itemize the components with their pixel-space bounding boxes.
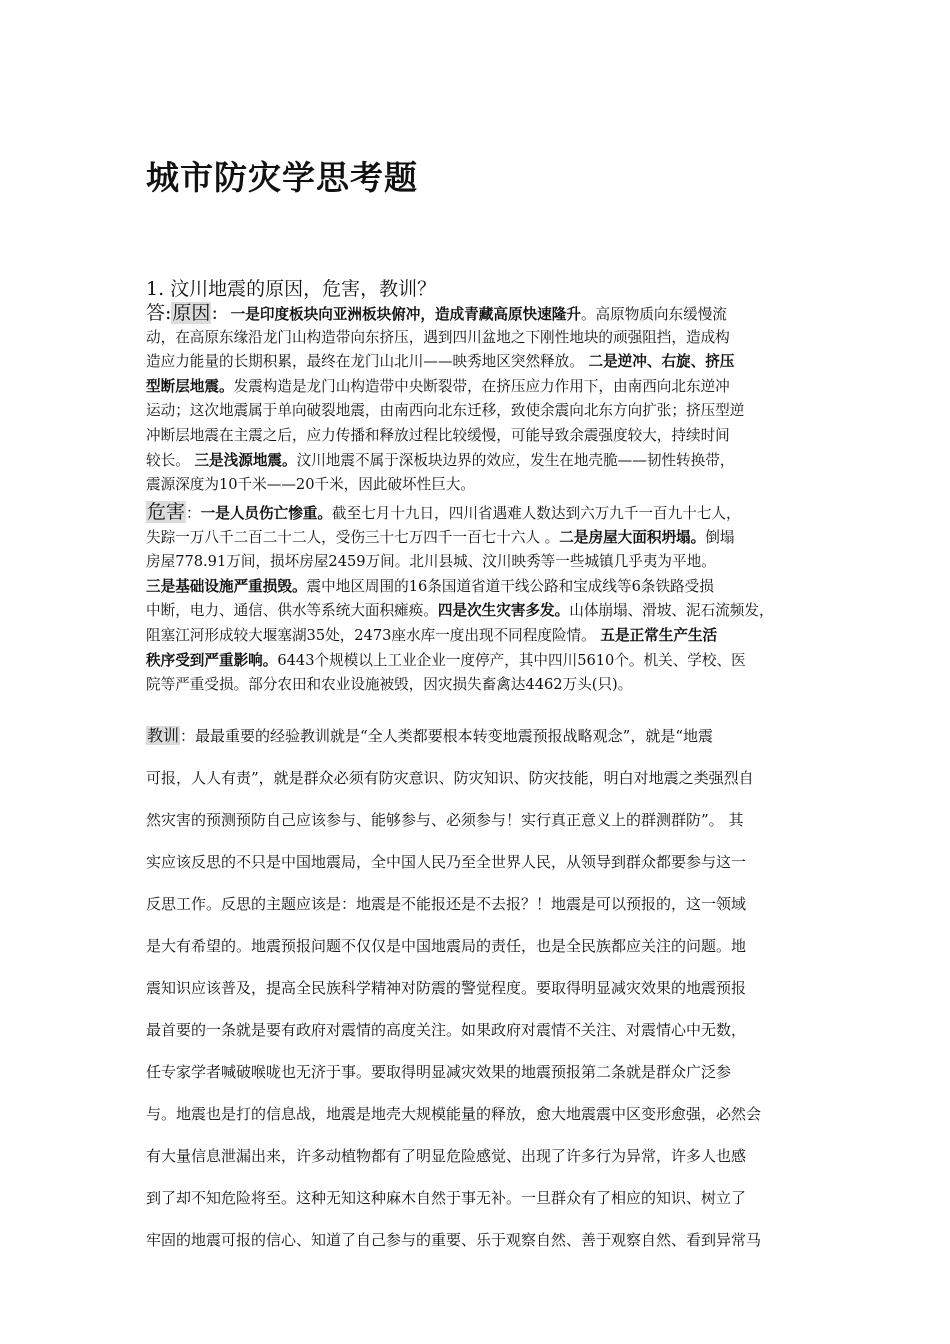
harm-line	[146, 526, 814, 551]
harm-line	[146, 599, 814, 624]
harm-text: 6443个规模以上工业企业一度停产，其中四川5610个。机关、学校、医	[277, 651, 746, 669]
harm-text-bold: 五是正常生产生活	[600, 626, 718, 644]
harm-line	[146, 624, 814, 649]
cause-text-bold: 一是印度板块向亚洲板块俯冲，造成青藏高原快速隆升	[230, 306, 581, 323]
harm-text-bold: 一是人员伤亡惨重。	[200, 505, 332, 522]
cause-line	[146, 375, 814, 400]
harm-text-bold: 四是次生灾害多发。	[437, 602, 570, 620]
question-heading: 1. 汶川地震的原因，危害，教训？	[146, 278, 437, 300]
harm-line	[146, 575, 814, 600]
harm-text-bold: 秩序受到严重影响。	[146, 651, 278, 669]
harm-text-bold: 二是房屋大面积坍塌。	[559, 528, 706, 546]
harm-text-bold: 三是基础设施严重损毁。	[146, 577, 307, 595]
lesson-line: 牢固的地震可报的信心、知道了自己参与的重要、乐于观察自然、善于观察自然、看到异常马	[146, 1231, 762, 1249]
harm-text: ：	[186, 505, 201, 522]
cause-text: 发震构造是龙门山构造带中央断裂带，在挤压应力作用下，由南西向北东逆冲	[233, 377, 730, 395]
harm-label: 危害	[147, 501, 186, 523]
cause-text: 。高原物质向东缓慢流	[580, 306, 727, 323]
cause-text: 动，在高原东缘沿龙门山构造带向东挤压，遇到四川盆地之下刚性地块的顽强阻挡，造成构	[146, 328, 730, 346]
harm-text: 失踪一万八千二百二十二人，受伤三十七万四千一百七十六人 。	[146, 528, 560, 546]
lesson-text: ：最最重要的经验教训就是“全人类都要根本转变地震预报战略观念”，就是“地震	[180, 727, 714, 745]
cause-text: 造应力能量的长期积累，最终在龙门山北川——映秀地区突然释放。	[146, 353, 584, 371]
cause-line	[146, 350, 814, 375]
harm-text: 山体崩塌、滑坡、泥石流频发，	[569, 602, 774, 620]
cause-label-colon: ：	[211, 306, 227, 323]
lesson-line	[146, 715, 814, 757]
lesson-line: 到了却不知危险将至。这种无知这种麻木自然于事无补。一旦群众有了相应的知识、树立了	[146, 1189, 747, 1207]
lesson-line: 震知识应该普及，提高全民族科学精神对防震的警觉程度。要取得明显减灾效果的地震预报	[146, 979, 747, 997]
lesson-line: 实应该反思的不只是中国地震局，全中国人民乃至全世界人民，从领导到群众都要参与这一	[146, 853, 747, 871]
cause-text: 较长。	[146, 451, 190, 469]
harm-text: 倒塌	[705, 528, 735, 546]
lesson-line: 反思工作。反思的主题应该是：地震是不能报还是不去报？！地震是可以预报的，这一领域	[146, 895, 747, 913]
cause-line	[146, 473, 814, 498]
lesson-line: 有大量信息泄漏出来，许多动植物都有了明显危险感觉、出现了许多行为异常，许多人也感	[146, 1147, 747, 1165]
page-title: 城市防灾学思考题	[146, 158, 418, 197]
harm-line	[146, 501, 814, 526]
lesson-line: 然灾害的预测预防自己应该参与、能够参与、必须参与！实行真正意义上的群测群防”。 其	[146, 811, 744, 829]
harm-section	[146, 501, 814, 698]
harm-text: 截至七月十九日，四川省遇难人数达到六万九千一百九十七人，	[331, 505, 741, 522]
harm-text: 震中地区周围的16条国道省道干线公路和宝成线等6条铁路受损	[306, 577, 714, 595]
cause-line	[146, 301, 814, 326]
harm-text: 房屋778.91万间，损坏房屋2459万间。北川县城、汶川映秀等一些城镇几乎夷为平地。	[146, 553, 716, 571]
answer-prefix: 答:	[146, 302, 172, 324]
lesson-line: 任专家学者喊破喉咙也无济于事。要取得明显减灾效果的地震预报第二条就是群众广泛参	[146, 1063, 732, 1081]
lesson-line: 可报，人人有责”，就是群众必须有防灾意识、防灾知识、防灾技能，明白对地震之类强烈自	[146, 769, 754, 787]
cause-text: 运动；这次地震属于单向破裂地震，由南西向北东迁移，致使余震向北东方向扩张；挤压型逆	[146, 402, 745, 420]
harm-line	[146, 673, 814, 698]
harm-text: 院等严重受损。部分农田和农业设施被毁，因灾损失畜禽达4462万头(只)。	[146, 676, 633, 694]
cause-text-bold: 型断层地震。	[146, 377, 234, 395]
cause-text: 冲断层地震在主震之后，应力传播和释放过程比较缓慢，可能导致余震强度较大，持续时间	[146, 426, 730, 444]
cause-section	[146, 301, 814, 498]
cause-line	[146, 449, 814, 474]
cause-text: 汶川地震不属于深板块边界的效应，发生在地壳脆——韧性转换带，	[296, 451, 735, 469]
cause-text-bold: 三是浅源地震。	[194, 451, 297, 469]
cause-text: 震源深度为10千米——20千米，因此破坏性巨大。	[146, 476, 476, 494]
cause-text-bold: 二是逆冲、右旋、挤压	[588, 353, 735, 371]
lesson-line: 与。地震也是打的信息战，地震是地壳大规模能量的释放，愈大地震震中区变形愈强，必然会	[146, 1105, 762, 1123]
harm-text: 中断，电力、通信、供水等系统大面积瘫痪。	[146, 602, 438, 620]
harm-line	[146, 550, 814, 575]
cause-line	[146, 326, 814, 351]
lesson-label: 教训	[147, 726, 180, 745]
cause-label: 原因	[172, 302, 211, 324]
harm-text: 阻塞江河形成较大堰塞湖35处，2473座水库一度出现不同程度险情。	[146, 626, 596, 644]
harm-line	[146, 649, 814, 674]
lesson-line: 是大有希望的。地震预报问题不仅仅是中国地震局的责任，也是全民族都应关注的问题。地	[146, 937, 747, 955]
cause-line	[146, 424, 814, 449]
cause-line	[146, 399, 814, 424]
lesson-section	[146, 715, 814, 1261]
lesson-line: 最首要的一条就是要有政府对震情的高度关注。如果政府对震情不关注、对震情心中无数，	[146, 1021, 747, 1039]
